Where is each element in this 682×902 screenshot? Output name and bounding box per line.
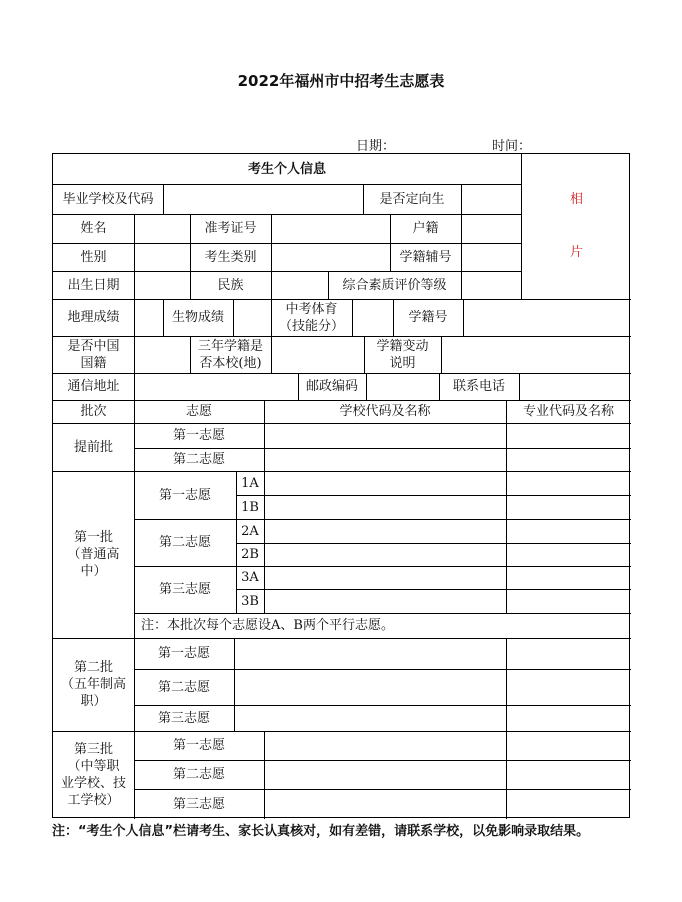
batch1-slot-1b: 1B bbox=[241, 499, 259, 515]
col-header-school: 学校代码及名称 bbox=[339, 404, 431, 419]
early-wish-2: 第二志愿 bbox=[172, 452, 225, 467]
three-label-line2: 否本校(地) bbox=[199, 355, 262, 371]
directed-field[interactable] bbox=[461, 184, 521, 214]
col-line bbox=[506, 638, 507, 731]
batch3-label bbox=[53, 731, 134, 819]
xueji-no-field[interactable] bbox=[463, 299, 631, 336]
batch2-label bbox=[53, 638, 134, 731]
batch1-wish-3: 第三志愿 bbox=[158, 582, 211, 597]
row-line bbox=[236, 495, 631, 496]
nat-label-line1: 是否中国 bbox=[67, 338, 120, 354]
change-label-line1: 学籍变动 bbox=[376, 338, 429, 354]
batch1-label bbox=[53, 471, 134, 638]
batch1-slot-2b: 2B bbox=[241, 547, 259, 562]
pe-label-line2: （技能分） bbox=[278, 318, 344, 334]
label-xueji-change bbox=[364, 336, 441, 373]
label-pe-score bbox=[271, 299, 352, 336]
batch1-slot-3b: 3B bbox=[241, 593, 259, 609]
label-address: 通信地址 bbox=[67, 379, 120, 394]
batch2-wish-1: 第一志愿 bbox=[157, 646, 210, 661]
batch2-line2: （五年制高 bbox=[60, 677, 126, 692]
personal-info-header: 考生个人信息 bbox=[247, 161, 326, 177]
row-line bbox=[236, 543, 631, 544]
geo-score-field[interactable] bbox=[134, 299, 163, 336]
label-xueji-no: 学籍号 bbox=[408, 310, 448, 325]
change-label-line2: 说明 bbox=[389, 355, 416, 371]
batch1-note: 注：本批次每个志愿设A、B两个平行志愿。 bbox=[141, 618, 394, 633]
page-title: 2022年福州市中招考生志愿表 bbox=[237, 72, 445, 90]
batch1-wish-2: 第二志愿 bbox=[158, 535, 211, 550]
nat-label-line2: 国籍 bbox=[80, 355, 107, 371]
batch3-wish-3: 第三志愿 bbox=[172, 796, 225, 812]
batch3-wish-2: 第二志愿 bbox=[172, 767, 225, 782]
batch1-slot-3a: 3A bbox=[241, 570, 259, 585]
row-line bbox=[236, 589, 631, 590]
three-label-line1: 三年学籍是 bbox=[197, 338, 263, 354]
batch3-line4: 工学校） bbox=[67, 793, 120, 808]
batch2-wish-3: 第三志愿 bbox=[157, 710, 210, 726]
col-line bbox=[234, 638, 235, 731]
footer-note: 注：“考生个人信息”栏请考生、家长认真核对，如有差错，请联系学校，以免影响录取结果。 bbox=[52, 824, 590, 839]
hukou-field[interactable] bbox=[461, 214, 521, 243]
batch1-line1: 第一批 bbox=[73, 530, 113, 545]
postcode-field[interactable] bbox=[366, 373, 439, 400]
label-nationality bbox=[53, 336, 134, 373]
bio-score-field[interactable] bbox=[233, 299, 271, 336]
phone-field[interactable] bbox=[519, 373, 631, 400]
col-line bbox=[264, 731, 265, 819]
col-line bbox=[506, 423, 507, 471]
label-birth: 出生日期 bbox=[67, 277, 120, 293]
name-field[interactable] bbox=[134, 214, 190, 243]
time-label: 时间： bbox=[492, 139, 532, 154]
batch2-wish-2: 第二志愿 bbox=[157, 679, 210, 695]
pe-score-field[interactable] bbox=[352, 299, 393, 336]
batch1-slot-1a: 1A bbox=[241, 475, 259, 491]
label-three-year-xueji bbox=[190, 336, 271, 373]
col-line bbox=[506, 471, 507, 613]
label-ethnic: 民族 bbox=[217, 277, 244, 293]
label-name: 姓名 bbox=[80, 221, 107, 236]
label-school-code: 毕业学校及代码 bbox=[62, 191, 154, 207]
batch3-wish-1: 第一志愿 bbox=[172, 738, 225, 753]
col-line bbox=[506, 731, 507, 819]
gender-field[interactable] bbox=[134, 243, 190, 271]
col-header-major: 专业代码及名称 bbox=[522, 404, 614, 419]
label-hukou: 户籍 bbox=[412, 221, 439, 236]
label-exam-no: 准考证号 bbox=[204, 221, 257, 236]
photo-divider bbox=[521, 154, 522, 299]
batch1-line3: 中） bbox=[80, 564, 107, 579]
ethnic-field[interactable] bbox=[271, 271, 328, 299]
label-overall-eval: 综合素质评价等级 bbox=[342, 277, 447, 293]
batch3-line3: 业学校、技 bbox=[60, 776, 126, 791]
col-line bbox=[264, 423, 265, 471]
label-xueji-aux: 学籍辅号 bbox=[399, 249, 452, 265]
label-bio-score: 生物成绩 bbox=[171, 310, 224, 325]
label-geo-score: 地理成绩 bbox=[67, 310, 120, 325]
batch1-line2: （普通高 bbox=[67, 547, 120, 562]
address-field[interactable] bbox=[134, 373, 298, 400]
birth-field[interactable] bbox=[134, 271, 190, 299]
application-form-table bbox=[52, 153, 630, 818]
date-label: 日期： bbox=[356, 139, 396, 154]
early-batch-label: 提前批 bbox=[73, 439, 113, 455]
batch3-line1: 第三批 bbox=[73, 742, 113, 757]
xueji-change-field[interactable] bbox=[441, 336, 631, 373]
col-header-wish: 志愿 bbox=[185, 404, 212, 419]
exam-type-field[interactable] bbox=[271, 243, 390, 271]
label-directed: 是否定向生 bbox=[379, 191, 445, 207]
xueji-aux-field[interactable] bbox=[461, 243, 521, 271]
label-postcode: 邮政编码 bbox=[305, 379, 358, 394]
early-wish-1: 第一志愿 bbox=[172, 428, 225, 443]
school-code-field[interactable] bbox=[163, 184, 363, 214]
photo-char-1: 相 bbox=[569, 191, 583, 207]
photo-char-2: 片 bbox=[569, 244, 583, 260]
label-gender: 性别 bbox=[80, 249, 107, 265]
batch1-slot-2a: 2A bbox=[241, 523, 259, 539]
label-exam-type: 考生类别 bbox=[204, 249, 257, 265]
exam-no-field[interactable] bbox=[271, 214, 390, 243]
batch1-wish-1: 第一志愿 bbox=[158, 487, 211, 503]
col-header-batch: 批次 bbox=[80, 404, 107, 419]
batch3-line2: （中等职 bbox=[67, 759, 120, 774]
batch2-line1: 第二批 bbox=[73, 660, 113, 675]
label-phone: 联系电话 bbox=[452, 379, 505, 394]
pe-label-line1: 中考体育 bbox=[285, 301, 338, 317]
overall-eval-field[interactable] bbox=[461, 271, 521, 299]
col-line bbox=[264, 471, 265, 613]
batch2-line3: 职） bbox=[80, 694, 107, 709]
nationality-field[interactable] bbox=[134, 336, 190, 373]
three-year-xueji-field[interactable] bbox=[271, 336, 364, 373]
